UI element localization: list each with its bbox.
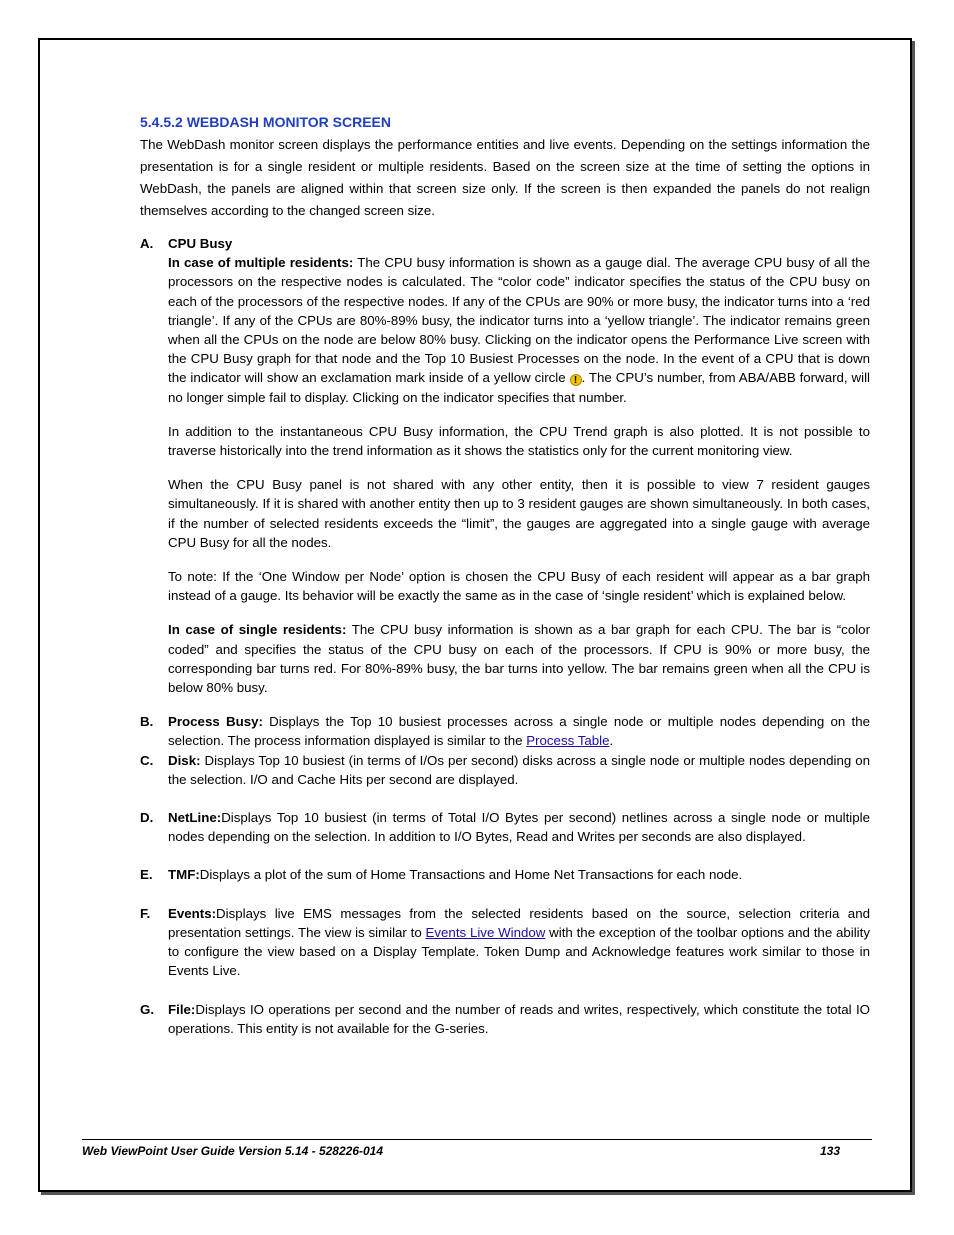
exclamation-circle-icon: ! — [570, 374, 582, 386]
item-letter: E. — [140, 867, 153, 883]
single-residents-label: In case of single residents: — [168, 622, 347, 638]
item-letter: B. — [140, 714, 154, 730]
item-tmf — [140, 865, 870, 884]
page-number: 133 — [820, 1144, 841, 1158]
item-disk — [140, 751, 870, 789]
item-body: Displays the Top 10 busiest processes across a single node or multiple nodes depending on the selection. The process information displayed is similar to the — [168, 714, 871, 749]
item-text — [168, 751, 870, 789]
item-body: Displays a plot of the sum of Home Transactions and Home Net Transactions for each node. — [199, 867, 743, 883]
section-intro: The WebDash monitor screen displays the performance entities and live events. Depending on the settings information the presentation is for a single resident or multiple residents. Based on the screen size at the time of setting the options in WebDash, the panels are aligned within that screen size only. If the screen is then expanded the panels do not realign themselves according to the changed screen size. — [140, 137, 870, 218]
footer-title: Web ViewPoint User Guide Version 5.14 - 528226-014 — [82, 1144, 384, 1158]
cpu-panel-paragraph: When the CPU Busy panel is not shared with any other entity, then it is possible to view 7 resident gauges simultaneously. If it is shared with another entity then up to 3 resident gauges are shown simultaneously. In both cases, if the number of selected residents exceeds the “limit”, the gauges are aggregated into a single gauge with average CPU Busy for all the nodes. — [168, 477, 870, 550]
item-text — [168, 1000, 870, 1038]
item-title: CPU Busy — [168, 236, 233, 251]
item-events — [140, 904, 870, 981]
item-text — [168, 904, 870, 981]
cpu-trend-paragraph: In addition to the instantaneous CPU Busy information, the CPU Trend graph is also plotted. It is not possible to traverse historically into the trend information as it shows the statistics only for the current monitoring view. — [168, 423, 870, 459]
item-body-end: with the exception of the toolbar options and the ability to configure the view based on a Display Template. Token Dump and Acknowledge features work similar to those in Events Live. — [168, 924, 870, 979]
multiple-residents-label: In case of multiple residents: — [168, 255, 354, 271]
footer-divider — [82, 1139, 872, 1140]
item-text — [168, 865, 870, 884]
cpu-single-resident-paragraph — [168, 620, 870, 697]
item-letter: D. — [140, 810, 154, 826]
item-process-busy — [140, 712, 870, 750]
multiple-residents-text: The CPU busy information is shown as a gauge dial. The average CPU busy of all the processors on the respective nodes is calculated. The “color code” indicator specifies the status of the CPU busy on each of the processors of the respective nodes. If any of the CPUs are 90% or more busy, the indicator turns into a ‘red triangle’. If any of the CPUs are 80%-89% busy, the indicator turns into a ‘yellow triangle’. The indicator remains green when all the CPUs on the node are below 80% busy. Clicking on the indicator opens the Performance Live screen with the CPU Busy graph for that node and the Top 10 Busiest Processes on the node. In the event of a CPU that is down the indicator will show an exclamation mark inside of a yellow circle — [168, 255, 870, 386]
item-label: NetLine: — [168, 810, 222, 826]
item-label: TMF: — [168, 867, 200, 883]
item-label: Disk: — [168, 752, 201, 768]
item-text — [168, 712, 870, 750]
single-residents-text: The CPU busy information is shown as a bar graph for each CPU. The bar is “color coded” and specifies the status of the CPU busy on each of the processors. If CPU is 90% or more busy, the corresponding bar turns red. For 80%-89% busy, the bar turns into yellow. The bar remains green when all the CPU is below 80% busy. — [168, 622, 871, 696]
item-cpu-busy — [140, 234, 870, 697]
item-label: File: — [168, 1001, 196, 1017]
item-body: Displays Top 10 busiest (in terms of I/Os per second) disks across a single node or multiple nodes depending on the selection. I/O and Cache Hits per second are displayed. — [168, 752, 870, 787]
item-letter: F. — [140, 905, 151, 921]
item-body: Displays IO operations per second and the number of reads and writes, respectively, which constitute the total IO operations. This entity is not available for the G-series. — [168, 1001, 870, 1036]
events-live-window-link[interactable]: Events Live Window — [425, 924, 546, 940]
section-title: 5.4.5.2 WEBDASH MONITOR SCREEN — [140, 114, 392, 130]
item-label: Process Busy: — [168, 714, 263, 730]
cpu-multiple-residents-paragraph — [168, 253, 870, 407]
page-content — [140, 113, 870, 1038]
item-netline — [140, 808, 870, 846]
item-letter: A. — [140, 236, 154, 251]
item-body: Displays Top 10 busiest (in terms of Total I/O Bytes per second) netlines across a single node or multiple nodes depending on the selection. In addition to I/O Bytes, Read and Writes per seconds are also displayed. — [168, 810, 870, 845]
cpu-note-paragraph: To note: If the ‘One Window per Node’ option is chosen the CPU Busy of each resident will appear as a bar graph instead of a gauge. Its behavior will be exactly the same as in the case of ‘single resident’ which is explained below. — [168, 569, 870, 604]
item-label: Events: — [168, 905, 217, 921]
item-text — [168, 808, 870, 846]
multiple-residents-text-2: . The CPU’s number, from ABA/ABB forward, will no longer simple fail to display. Clicking on the indicator specifies that number. — [168, 370, 870, 405]
item-file — [140, 1000, 870, 1038]
item-letter: C. — [140, 752, 154, 768]
process-table-link[interactable]: Process Table — [526, 733, 610, 749]
item-body: Displays live EMS messages from the selected residents based on the source, selection criteria and presentation settings. The view is similar to — [168, 905, 870, 940]
item-body-end: . — [609, 733, 614, 749]
item-letter: G. — [140, 1001, 155, 1017]
